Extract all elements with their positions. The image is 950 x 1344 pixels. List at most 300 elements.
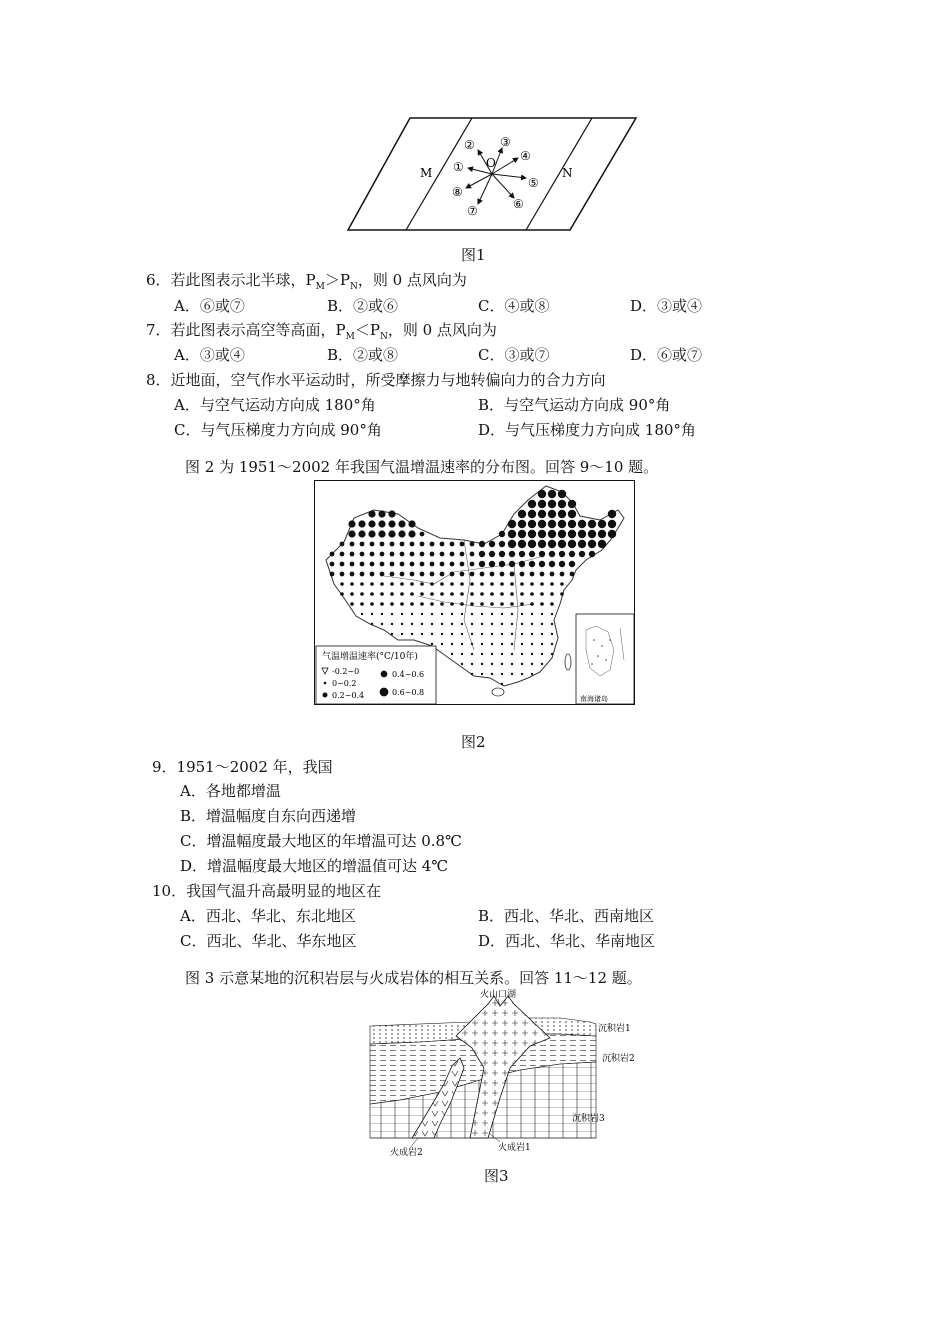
legend-symbol-0-02 [324,682,327,685]
map-marker [540,592,544,596]
map-marker [390,552,395,557]
map-marker [350,552,355,557]
map-marker [421,633,423,635]
map-marker [501,643,503,645]
south-sea-inset [576,614,634,704]
arrow-label-8: ⑧ [452,185,463,199]
map-marker [531,623,533,625]
map-marker [568,530,576,538]
map-marker [371,613,373,615]
map-marker [350,572,355,577]
map-marker [390,582,394,586]
map-marker [489,551,495,557]
map-marker [470,602,474,606]
map-marker [548,500,556,508]
map-marker [588,530,596,538]
map-marker [450,552,455,557]
label-n: N [562,166,573,180]
map-marker [370,542,375,547]
map-marker [430,572,435,577]
map-marker [430,592,434,596]
arrow-label-6: ⑥ [513,197,524,211]
map-marker [388,520,395,527]
map-marker [431,633,433,635]
map-marker [451,633,453,635]
map-marker [330,562,335,567]
map-marker [450,602,454,606]
map-marker [511,613,513,615]
map-marker [540,572,545,577]
map-marker [350,542,355,547]
map-marker [450,572,455,577]
map-marker [430,542,435,547]
map-marker [360,542,365,547]
map-marker [608,530,616,538]
label-sedimentary-3: 沉积岩3 [572,1114,605,1124]
label-igneous-1: 火成岩1 [498,1143,531,1153]
map-marker [569,551,575,557]
map-marker [368,530,375,537]
map-marker [540,602,544,606]
map-marker [521,653,523,655]
map-marker [479,551,485,557]
map-marker [500,602,504,606]
map-marker [451,623,453,625]
q6-option-d: D．③或④ [630,297,703,315]
map-marker [421,623,423,625]
map-marker [361,613,363,615]
map-marker [390,592,394,596]
map-marker [410,562,415,567]
map-marker [380,592,384,596]
map-marker [471,663,473,665]
map-marker [420,582,424,586]
map-marker [511,633,513,635]
question-8: 8．近地面，空气作水平运动时，所受摩擦力与地转偏向力的合力方向 [146,371,606,389]
map-marker [370,572,375,577]
label-sedimentary-2: 沉积岩2 [602,1054,635,1064]
map-marker [509,551,515,557]
map-marker [471,673,473,675]
map-marker [491,633,493,635]
label-o: O [486,156,496,170]
map-marker [491,623,493,625]
map-marker [471,643,473,645]
map-marker [551,633,553,635]
map-marker [461,653,463,655]
map-marker [348,520,355,527]
map-marker [360,552,365,557]
map-marker [541,623,543,625]
map-marker [381,623,383,625]
map-marker [350,592,354,596]
map-marker [500,582,504,586]
map-marker [511,663,513,665]
legend-item-1: -0.2~0 [332,667,360,676]
map-marker [370,602,374,606]
q9-option-b: B．增温幅度自东向西递增 [180,807,357,825]
map-marker [538,540,546,548]
map-marker [528,510,536,518]
map-marker [568,500,576,508]
map-marker [499,541,505,547]
map-marker [400,602,404,606]
map-marker [391,633,393,635]
map-marker [540,582,544,586]
map-marker [440,542,445,547]
inset-label: 南海诸岛 [580,695,608,703]
map-marker [430,602,434,606]
arrow-label-5: ⑤ [528,176,539,190]
map-marker [548,530,556,538]
map-marker [380,552,385,557]
map-marker [491,653,493,655]
map-marker [511,653,513,655]
map-marker [508,540,516,548]
arrow-label-1: ① [453,160,464,174]
map-marker [391,623,393,625]
map-marker [380,542,385,547]
map-marker [451,613,453,615]
map-marker [380,562,385,567]
q10-option-c: C．西北、华北、华东地区 [180,932,357,950]
map-marker [410,572,415,577]
map-marker [501,673,503,675]
map-marker [568,520,576,528]
map-marker [521,643,523,645]
figure-2 [314,480,636,706]
map-marker [450,582,454,586]
map-marker [479,561,485,567]
map-marker [420,592,424,596]
map-marker [499,561,505,567]
map-marker [541,633,543,635]
map-marker [541,643,543,645]
q9-option-c: C．增温幅度最大地区的年增温可达 0.8℃ [180,832,462,850]
question-6: 6．若此图表示北半球，$P_M>P_N$，则 0 点风向为 [146,271,467,292]
map-marker [430,562,435,567]
map-marker [451,653,453,655]
map-marker [521,613,523,615]
map-marker [491,663,493,665]
map-marker [550,582,554,586]
map-marker [548,520,556,528]
map-marker [340,562,345,567]
map-marker [470,582,474,586]
map-marker [481,613,483,615]
map-marker [589,551,595,557]
map-marker [481,663,483,665]
map-marker [568,510,576,518]
map-marker [388,510,395,517]
map-marker [370,592,374,596]
map-marker [440,572,445,577]
map-marker [471,653,473,655]
map-marker [470,572,475,577]
map-marker [550,602,554,606]
map-marker [481,673,483,675]
map-marker [461,633,463,635]
q6-option-c: C．④或⑧ [478,297,550,315]
map-marker [490,582,494,586]
map-marker [370,552,375,557]
map-marker [420,602,424,606]
q9-option-a: A．各地都增温 [180,782,281,800]
map-marker [521,633,523,635]
map-marker [441,633,443,635]
map-marker [519,551,525,557]
map-marker [549,551,555,557]
map-marker [530,582,534,586]
map-marker [539,551,545,557]
q8-option-d: D．与气压梯度力方向成 180°角 [478,421,696,439]
q9-option-d: D．增温幅度最大地区的增温值可达 4℃ [180,857,449,875]
q7-option-b: B．②或⑧ [327,346,399,364]
map-marker [550,592,554,596]
map-marker [420,532,425,537]
map-marker [378,510,385,517]
map-marker [511,643,513,645]
map-marker [400,572,405,577]
figure-3 [360,988,650,1158]
label-sedimentary-1: 沉积岩1 [598,1024,631,1034]
map-marker [401,623,403,625]
map-marker [410,552,415,557]
map-marker [528,520,536,528]
map-marker [431,643,433,645]
map-marker [441,643,443,645]
map-marker [518,510,526,518]
map-marker [558,530,566,538]
map-marker [530,602,534,606]
map-marker [340,572,345,577]
map-marker [390,602,394,606]
map-marker [411,623,413,625]
figure-3-caption: 图3 [484,1167,509,1185]
legend-item-3: 0.2~0.4 [332,691,365,700]
map-marker [550,572,555,577]
map-marker [460,572,465,577]
map-marker [490,572,495,577]
map-marker [360,572,365,577]
map-marker [470,542,475,547]
map-marker [558,510,566,518]
map-marker [368,520,375,527]
figure-1-diagram [340,112,645,237]
map-marker [340,552,345,557]
map-marker [480,602,484,606]
map-marker [420,552,425,557]
map-marker [360,592,364,596]
map-marker [500,592,504,596]
map-marker [421,613,423,615]
map-marker [538,490,546,498]
map-marker [541,663,543,665]
map-marker [528,500,536,508]
map-marker [518,520,526,528]
map-marker [510,572,515,577]
map-marker [579,551,585,557]
map-marker [461,613,463,615]
map-marker [391,613,393,615]
map-marker [520,572,525,577]
map-marker [499,531,505,537]
map-marker [330,552,335,557]
arrow-label-3: ③ [500,135,511,149]
map-marker [440,562,445,567]
map-marker [549,561,555,567]
figure-2-intro: 图 2 为 1951～2002 年我国气温增温速率的分布图。回答 9～10 题。 [185,458,659,476]
map-marker [411,613,413,615]
map-marker [340,592,344,596]
map-marker [371,623,373,625]
map-marker [588,540,596,548]
map-marker [598,540,606,548]
map-marker [538,500,546,508]
map-marker [420,572,425,577]
map-marker [400,562,405,567]
map-marker [401,613,403,615]
map-marker [511,623,513,625]
map-marker [378,520,385,527]
map-marker [460,602,464,606]
map-marker [400,592,404,596]
map-marker [481,633,483,635]
map-marker [410,602,414,606]
legend-title: 气温增温速率(°C/10年) [322,652,418,662]
q6-option-b: B．②或⑥ [327,297,399,315]
map-marker [348,530,355,537]
legend-item-2: 0~0.2 [332,679,357,688]
map-marker [461,663,463,665]
map-marker [400,552,405,557]
map-marker [440,592,444,596]
map-marker [558,500,566,508]
label-igneous-2: 火成岩2 [390,1148,423,1158]
map-marker [501,663,503,665]
map-marker [559,561,565,567]
map-marker [461,623,463,625]
map-marker [461,643,463,645]
map-marker [390,562,395,567]
map-marker [531,673,533,675]
map-marker [548,490,556,498]
map-marker [470,592,474,596]
arrow-label-4: ④ [520,149,531,163]
map-marker [330,572,335,577]
legend-symbol-06-08 [380,688,389,697]
map-marker [538,530,546,538]
map-marker [538,520,546,528]
arrow-label-7: ⑦ [467,204,478,218]
map-marker [538,510,546,518]
map-marker [559,551,565,557]
map-marker [511,673,513,675]
map-marker [608,510,616,518]
map-marker [489,541,495,547]
question-9: 9．1951～2002 年，我国 [152,758,333,776]
question-10: 10．我国气温升高最明显的地区在 [152,882,382,900]
map-marker [450,592,454,596]
map-marker [400,582,404,586]
map-marker [530,572,535,577]
figure-1 [340,112,645,237]
label-crater-lake: 火山口湖 [480,990,517,1000]
map-marker [519,561,525,567]
map-marker [521,623,523,625]
map-marker [380,602,384,606]
map-marker [558,540,566,548]
map-marker [380,572,385,577]
map-marker [380,582,384,586]
legend-symbol-02-04 [323,693,328,698]
map-marker [531,613,533,615]
map-marker [501,683,503,685]
map-marker [501,623,503,625]
map-marker [551,653,553,655]
map-marker [430,582,434,586]
map-marker [578,540,586,548]
map-marker [598,530,606,538]
legend-symbol-04-06 [381,671,388,678]
map-marker [471,613,473,615]
map-marker [551,643,553,645]
map-marker [460,582,464,586]
q7-option-a: A．③或④ [174,346,245,364]
map-marker [350,582,354,586]
label-m: M [420,166,433,180]
geology-cross-section [360,988,650,1158]
map-marker [490,602,494,606]
map-marker [460,542,465,547]
q7-option-c: C．③或⑦ [478,346,550,364]
map-marker [528,530,536,538]
figure-2-caption: 图2 [461,733,486,751]
map-marker [568,540,576,548]
map-marker [431,613,433,615]
map-marker [509,561,515,567]
map-marker [481,623,483,625]
q10-option-b: B．西北、华北、西南地区 [478,907,655,925]
map-marker [560,592,564,596]
map-marker [560,582,564,586]
map-marker [598,520,606,528]
map-marker [578,530,586,538]
map-marker [491,673,493,675]
map-marker [400,542,405,547]
map-marker [350,602,354,606]
map-marker [518,530,526,538]
map-marker [548,510,556,518]
map-marker [551,613,553,615]
map-marker [451,643,453,645]
arrow-label-2: ② [464,138,475,152]
map-marker [390,542,395,547]
map-marker [431,623,433,625]
map-marker [350,562,355,567]
map-marker [410,582,414,586]
map-marker [520,582,524,586]
map-marker [570,572,575,577]
map-marker [441,613,443,615]
map-marker [481,643,483,645]
map-marker [541,613,543,615]
map-marker [578,520,586,528]
q8-option-c: C．与气压梯度力方向成 90°角 [174,421,382,439]
map-marker [410,542,415,547]
map-marker [501,653,503,655]
map-marker [529,551,535,557]
